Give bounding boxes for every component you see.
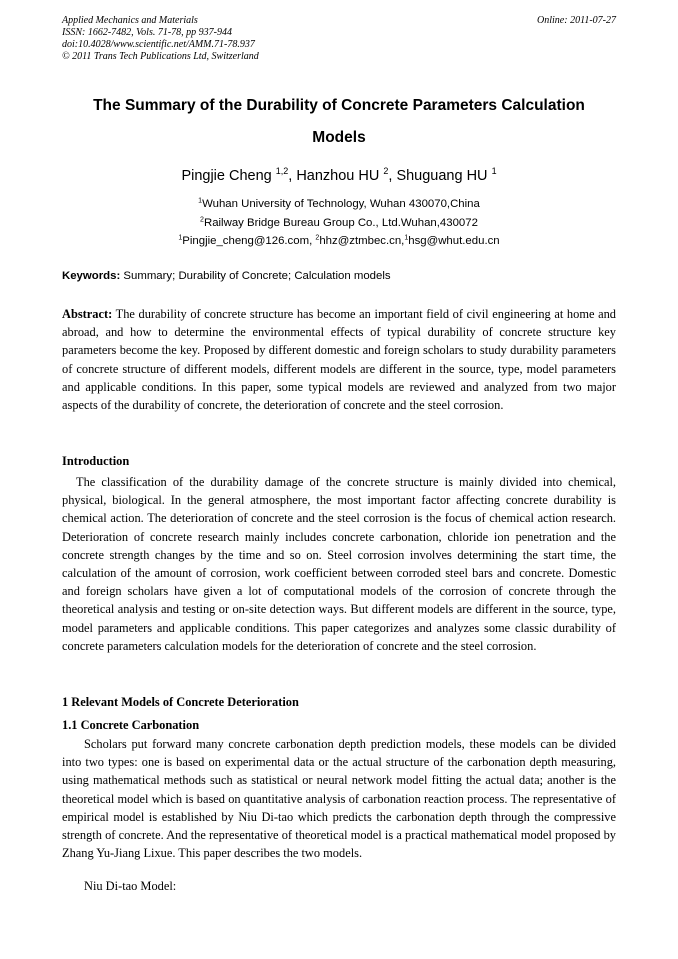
keywords: [62, 268, 616, 284]
paper-title: [62, 90, 616, 154]
email-address[interactable]: Pingjie_cheng@126.com,: [182, 235, 316, 247]
introduction-heading: Introduction: [62, 454, 130, 468]
affiliations: [62, 195, 616, 251]
author-name: Hanzhou HU: [296, 168, 384, 184]
issn-line: ISSN: 1662-7482, Vols. 71-78, pp 937-944: [62, 27, 232, 38]
section-1-1-heading: 1.1 Concrete Carbonation: [62, 718, 200, 732]
affiliation-mark: 1: [198, 197, 203, 205]
title-line-1: The Summary of the Durability of Concrete Parameters Calculation: [93, 97, 585, 114]
author-separator: ,: [288, 168, 297, 184]
online-date: Online: 2011-07-27: [537, 15, 616, 26]
email-mark: 1: [178, 234, 183, 242]
doi-line: doi:10.4028/www.scientific.net/AMM.71-78.937: [62, 39, 255, 50]
email-mark: 1: [404, 234, 409, 242]
email-mark: 2: [315, 234, 320, 242]
title-line-2: Models: [312, 129, 366, 146]
abstract-text: The durability of concrete structure has become an important field of civil engineering at home and abroad, and how to determine the environmental effects of typical durability of concrete structure key parameters become the key. Proposed by different domestic and foreign scholars to study durability parameters of concrete structure of different models, different models are different in the source, type, model parameters and applicable conditions. In this paper, some typical models are reviewed and analyzed from two major aspects of the durability of concrete, the deterioration of concrete and the steel corrosion.: [62, 307, 616, 413]
abstract: [62, 305, 616, 414]
keywords-text: Summary; Durability of Concrete; Calculation models: [120, 270, 391, 282]
author-list: [62, 166, 616, 186]
email-address[interactable]: hhz@ztmbec.cn,: [319, 235, 405, 247]
introduction-paragraph: The classification of the durability damage of the concrete structure is mainly divided into chemical, physical, biological. In the general atmosphere, the most important factor affecting concrete durability is chemical action. The deterioration of concrete and the steel corrosion is the focus of chemical action research. Deterioration of concrete research mainly includes concrete carbonation, chloride ion penetration and the concrete strength changes by the time and so on. Steel corrosion involves determining the start time, the calculation of the amount of corrosion, work coefficient between corroded steel bars and concrete. Domestic and foreign scholars have given a lot of computational models of the corrosion of concrete through the theoretical analysis and testing or on-site detection ways. But different models are different in the source, type, model parameters and applicable conditions. This paper categorizes and analyzes some classic durability of concrete parameters calculation models for the deterioration of concrete and the steel corrosion.: [62, 475, 616, 653]
affiliation-text: Wuhan University of Technology, Wuhan 430070,China: [202, 198, 480, 210]
affiliation-mark: 2: [200, 215, 204, 223]
affiliation-1: [62, 195, 616, 214]
affiliation-2: [62, 214, 616, 233]
author-affiliation-mark: 2: [383, 166, 389, 177]
author-affiliation-mark: 1,2: [275, 166, 289, 177]
author-separator: ,: [388, 168, 397, 184]
journal-header: [62, 15, 616, 63]
author-name: Shuguang HU: [396, 168, 492, 184]
author-name: Pingjie Cheng: [181, 168, 276, 184]
section-1-heading: 1 Relevant Models of Concrete Deterioration: [62, 695, 299, 709]
abstract-label: Abstract:: [62, 307, 113, 321]
section-1-1-paragraph: Scholars put forward many concrete carbonation depth prediction models, these models can be divided into two types: one is based on experimental data or the actual structure of the carbonation depth measuring, using mathematical methods such as statistical or neural network model fitting the actual data; another is the theoretical model which is based on quantitative analysis of carbonation reaction process. The representative of empirical model is established by Niu Di-tao which predicts the carbonation depth through the compressive strength of concrete. And the representative of theoretical model is a practical mathematical model proposed by Zhang Yu-Jiang Lixue. This paper describes the two models.: [62, 737, 616, 861]
email-line: [62, 232, 616, 251]
affiliation-text: Railway Bridge Bureau Group Co., Ltd.Wuhan,430072: [203, 216, 478, 229]
email-address[interactable]: hsg@whut.edu.cn: [408, 235, 500, 247]
niu-model-label: Niu Di-tao Model:: [84, 879, 177, 893]
copyright-line: © 2011 Trans Tech Publications Ltd, Switzerland: [62, 51, 259, 62]
author-affiliation-mark: 1: [491, 166, 497, 177]
keywords-label: Keywords:: [62, 270, 121, 282]
journal-name: Applied Mechanics and Materials: [62, 15, 198, 26]
